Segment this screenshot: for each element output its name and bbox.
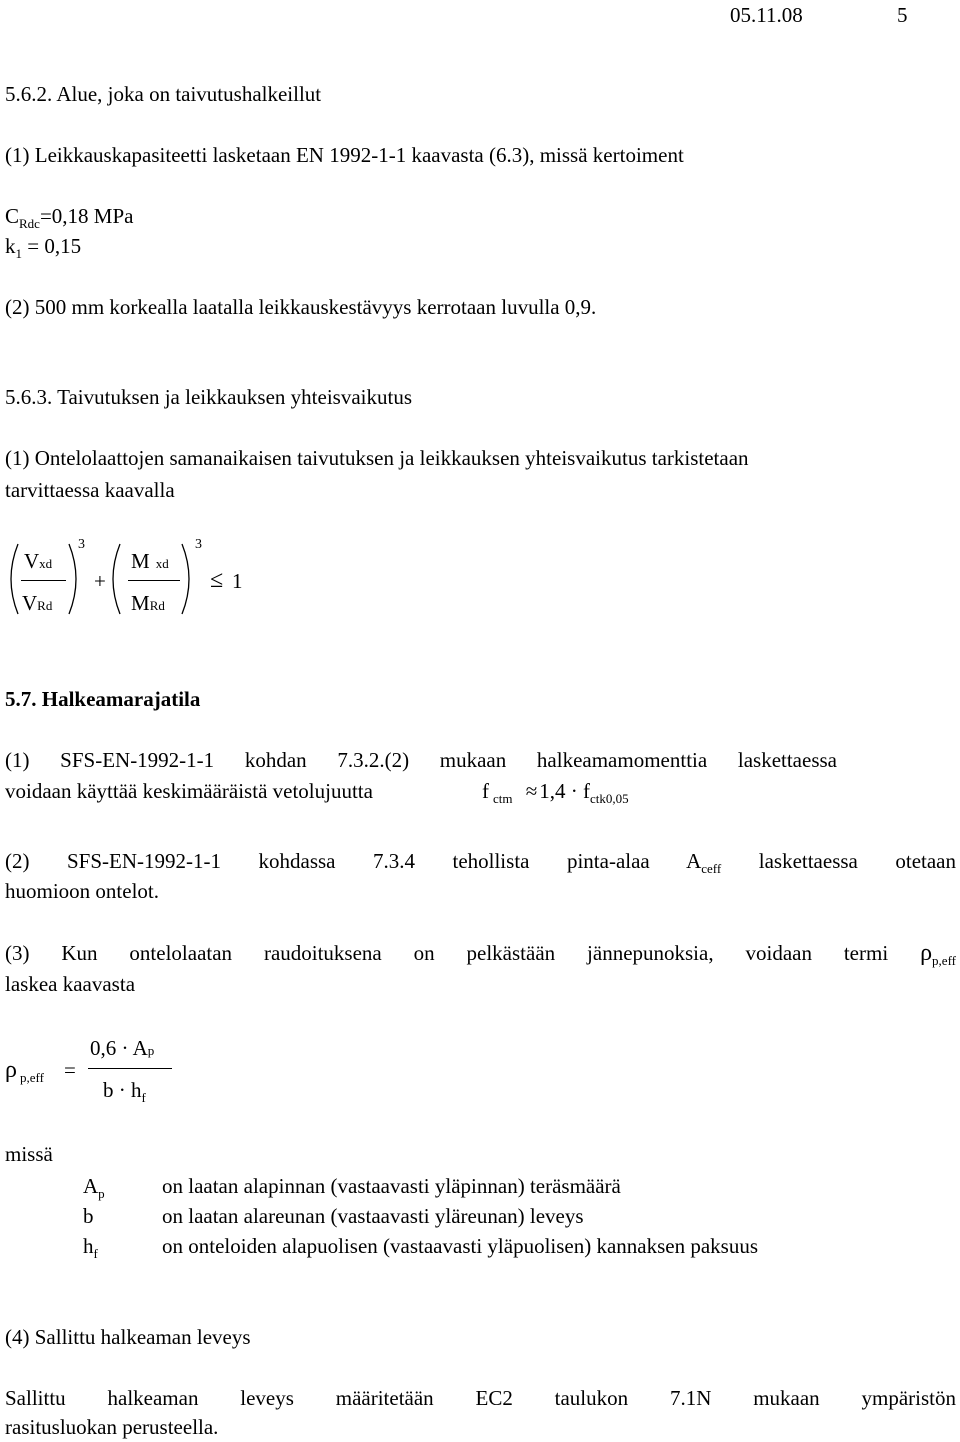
section-57-paragraph-2-line-2: huomioon ontelot. [5, 879, 159, 903]
k1-symbol: k [5, 234, 16, 258]
rho-equals: = [64, 1058, 76, 1082]
section-57-paragraph-2-line-1: (2) SFS-EN-1992-1-1 kohdassa 7.3.4 tehollista pinta-alaa $A_{ceff}$ laskettaessa otetaan [5, 849, 956, 876]
exponent-2: 3 [195, 537, 202, 552]
section-562-paragraph-1: (1) Leikkauskapasiteetti lasketaan EN 1992-1-1 kaavasta (6.3), missä kertoiment [5, 143, 684, 167]
definition-symbol-hf: $h_f$ [83, 1234, 98, 1261]
v-fraction-bar [21, 580, 66, 581]
missa-label: missä [5, 1142, 53, 1166]
definition-symbol-ap: $A_p$ [83, 1174, 105, 1201]
exponent-1: 3 [78, 537, 85, 552]
section-57-paragraph-1-line-1: (1) SFS-EN-1992-1-1 kohdan 7.3.2.(2) mukaan halkeamamomenttia laskettaessa [5, 748, 837, 772]
plus-sign: + [94, 569, 106, 593]
section-57-paragraph-5-line-2: rasitusluokan perusteella. [5, 1415, 219, 1439]
k1-subscript: 1 [15, 246, 22, 261]
rho-numerator: 0,6 · Ap [90, 1036, 155, 1060]
definition-text-hf: on onteloiden alapuolisen (vastaavasti yläpuolisen) kannaksen paksuus [162, 1234, 759, 1258]
section-57-heading: 5.7. Halkeamarajatila [5, 687, 201, 711]
section-57-paragraph-4: (4) Sallittu halkeaman leveys [5, 1325, 251, 1349]
section-563-paragraph-1-line-1: (1) Ontelolaattojen samanaikaisen taivutuksen ja leikkauksen yhteisvaikutus tarkistetaan [5, 446, 749, 470]
v-numerator: Vxd [24, 549, 53, 573]
section-57-paragraph-3-line-2: laskea kaavasta [5, 972, 136, 996]
v-denominator: VRd [22, 591, 53, 615]
section-562-heading: 5.6.2. Alue, joka on taivutushalkeillut [5, 82, 322, 106]
page-number: 5 [897, 3, 908, 27]
m-denominator: MRd [131, 591, 165, 615]
crdc-symbol: C [5, 204, 20, 228]
crdc-value: =0,18 MPa [39, 204, 134, 228]
formula-rhs: 1 [232, 569, 243, 593]
rho-fraction-bar [88, 1068, 172, 1069]
m-fraction-bar [128, 580, 180, 581]
definition-symbol-b: b [83, 1204, 94, 1228]
section-563-heading: 5.6.3. Taivutuksen ja leikkauksen yhteisvaikutus [5, 385, 412, 409]
leq-sign: ≤ [210, 567, 224, 593]
section-57-paragraph-3-line-1: (3) Kun ontelolaatan raudoituksena on pelkästään jännepunoksia, voidaan termi $\rho_{p,eff}$ [5, 940, 956, 968]
section-562-paragraph-2: (2) 500 mm korkealla laatalla leikkauskestävyys kerrotaan luvulla 0,9. [5, 295, 597, 319]
section-57-paragraph-1-line-2: voidaan käyttää keskimääräistä vetolujuutta [5, 779, 373, 803]
definition-text-b: on laatan alareunan (vastaavasti yläreunan) leveys [162, 1204, 584, 1228]
fctm-formula: f $_{ctm} \approx 1,4 \cdot f_{ctk0,05}$ [482, 779, 629, 806]
section-563-paragraph-1-line-2: tarvittaessa kaavalla [5, 478, 175, 502]
crdc-subscript: Rdc [19, 216, 40, 231]
rho-denominator: $b \cdot h_f$ [103, 1078, 146, 1105]
header-date: 05.11.08 [730, 3, 803, 27]
definition-text-ap: on laatan alapinnan (vastaavasti yläpinnan) teräsmäärä [162, 1174, 621, 1198]
rho-lhs: ρ $_{p,eff}$ [5, 1057, 44, 1085]
section-57-paragraph-5-line-1: Sallittu halkeaman leveys määritetään EC2 taulukon 7.1N mukaan ympäristön [5, 1386, 956, 1410]
k1-value: = 0,15 [22, 234, 82, 258]
m-numerator: Mxd [131, 549, 169, 573]
